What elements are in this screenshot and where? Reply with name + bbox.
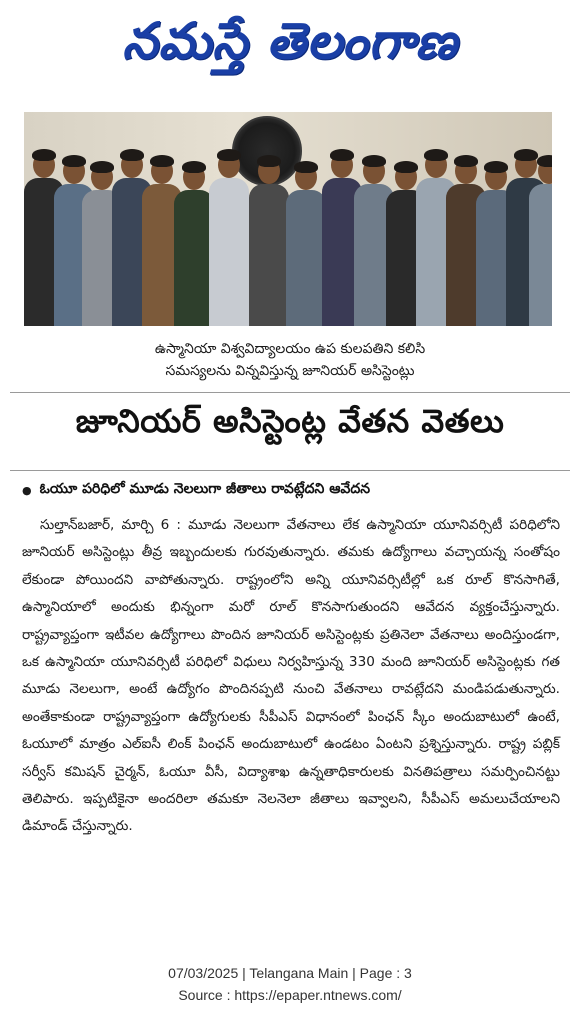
- newspaper-logo: నమస్తే తెలంగాణ: [122, 11, 458, 70]
- masthead: [0, 4, 580, 90]
- person-figure: [209, 152, 249, 326]
- photo-caption: [60, 338, 520, 382]
- footer-edition-info: 07/03/2025 | Telangana Main | Page : 3: [168, 965, 412, 981]
- person-figure: [249, 158, 289, 326]
- divider: [10, 470, 570, 471]
- caption-line-2: సమస్యలను విన్నవిస్తున్న జూనియర్ అసిస్టెంట్లు: [165, 363, 415, 379]
- page-footer: [0, 962, 580, 1006]
- caption-line-1: ఉస్మానియా విశ్వవిద్యాలయం ఉప కులపతిని కలిసి: [154, 341, 426, 357]
- person-figure: [286, 164, 326, 326]
- article-headline: జూనియర్ అసిస్టెంట్ల వేతన వెతలు: [75, 402, 505, 440]
- person-figure: [529, 158, 552, 326]
- article-body: సుల్తాన్‌బజార్, మార్చి 6 : మూడు నెలలుగా వేతనాలు లేక ఉస్మానియా యూనివర్సిటీ పరిధిలోని జూనియర్ అసిస్టెంట్లు తీవ్ర ఇబ్బందులకు గురవుతున్నారు. తమకు ఉద్యోగాలు వచ్చాయన్న సంతోషం లేకుండా పోయిందని వాపోతున్నారు. రాష్ట్రంలోని అన్ని యూనివర్సిటీల్లో ఒక రూల్ కొనసాగితే, ఉస్మానియాలో అందుకు భిన్నంగా మరో రూల్ కొనసాగుతుందని ఆవేదన వ్యక్తంచేస్తున్నారు. రాష్ట్రవ్యాప్తంగా ఇటీవల ఉద్యోగాలు పొందిన జూనియర్ అసిస్టెంట్లకు ప్రతినెలా వేతనాలు అందిస్తుండగా, ఒక ఉస్మానియా యూనివర్సిటీ పరిధిలో విధులు నిర్వహిస్తున్న 330 మంది జూనియర్ అసిస్టెంట్లకు గత మూడు నెలలుగా, అంటే ఉద్యోగం పొందినప్పటి నుంచి వేతనాలు రావట్లేదని మండిపడుతున్నారు. అంతేకాకుండా రాష్ట్రవ్యాప్తంగా ఉద్యోగులకు సీపీఎస్ విధానంలో పింఛన్ స్కీం అందుబాటులో ఉంటే, ఓయూలో మాత్రం ఎల్ఐసీ లింక్ పింఛన్ అందుబాటులో ఉండటం ఏంటని ప్రశ్నిస్తున్నారు. రాష్ట్ర పబ్లిక్ సర్వీస్ కమిషన్ చైర్మన్, ఓయూ వీసీ, విద్యాశాఖ ఉన్నతాధికారులకు వినతిపత్రాలు సమర్పించినట్టు తెలిపారు. ఇప్పటికైనా అందరిలా తమకూ నెలనెలా జీతాలు ఇవ్వాలని, సీపీఎస్ అమలుచేయాలని డిమాండ్ చేస్తున్నారు.: [22, 517, 560, 835]
- divider: [10, 392, 570, 393]
- footer-source: Source : https://epaper.ntnews.com/: [178, 987, 402, 1003]
- article-photo: [24, 112, 552, 326]
- article-subhead: [22, 481, 562, 500]
- bullet-icon: ●: [22, 484, 32, 497]
- person-figure: [174, 164, 214, 326]
- subhead-text: ఓయూ పరిధిలో మూడు నెలలుగా జీతాలు రావట్లేదని ఆవేదన: [39, 481, 371, 497]
